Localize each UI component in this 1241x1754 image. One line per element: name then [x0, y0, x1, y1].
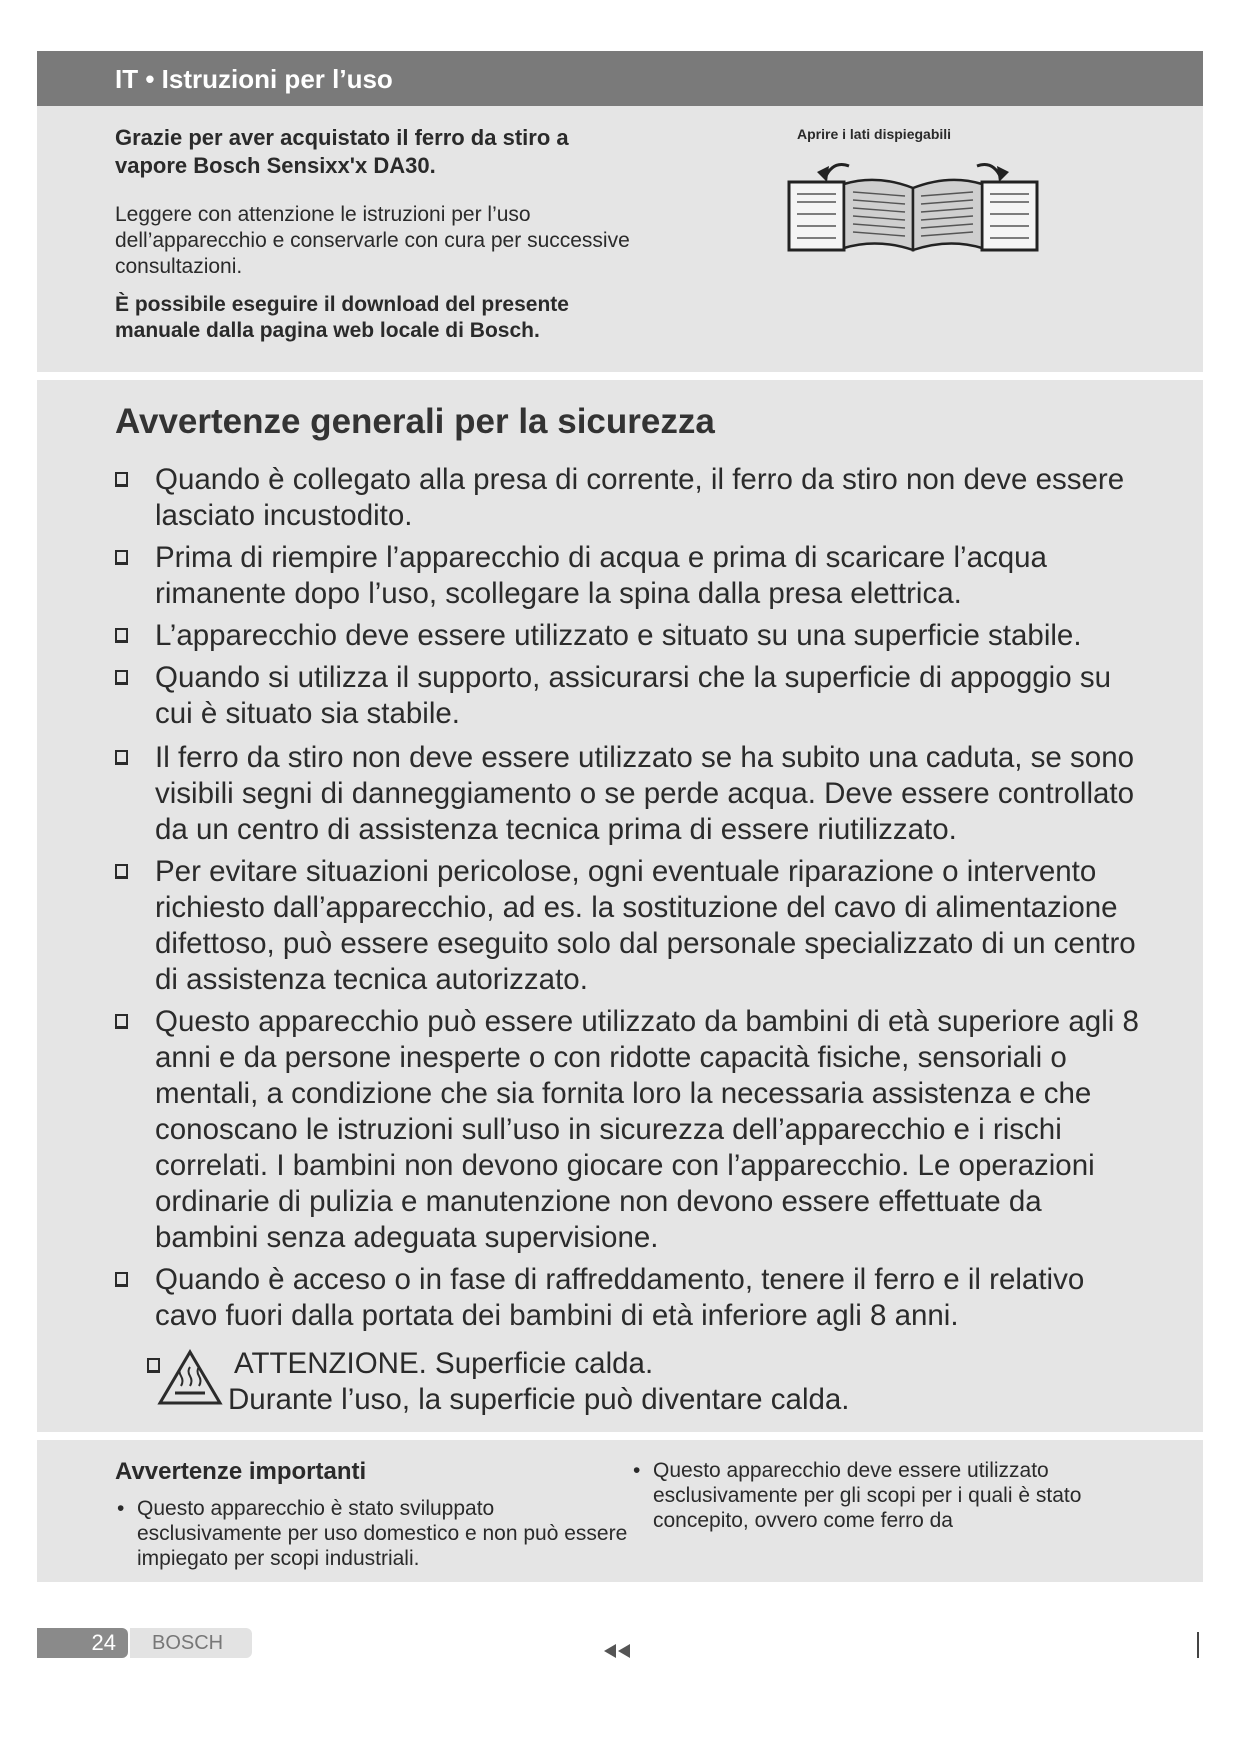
safety-warning: Il ferro da stiro non deve essere utilizzato se ha subito una caduta, se sono visibili segni di danneggiamento o se perde acqua. Deve essere controllato da un centro di assistenza tecnica prima di essere riutilizzato.	[115, 740, 1145, 848]
safety-warning: Questo apparecchio può essere utilizzato da bambini di età superiore agli 8 anni e da persone inesperte o con ridotte capacità fisiche, sensoriali o mentali, a condizione che sia fornita loro la necessaria assistenza e che conoscano le istruzioni sull’uso in sicurezza dell’apparecchio e i rischi correlati. I bambini non devono giocare con l’apparecchio. Le operazioni ordinarie di pulizia e manutenzione non devono essere effettuate da bambini senza adeguata supervisione.	[115, 1004, 1145, 1256]
footer-edge-marker	[1197, 1632, 1199, 1658]
page-number: 24	[37, 1628, 128, 1658]
hot-surface-caution	[147, 1346, 1145, 1422]
safety-warning: Quando è collegato alla presa di corrente, il ferro da stiro non deve essere lasciato incustodito.	[115, 462, 1145, 534]
intro-panel	[37, 106, 1203, 372]
checkbox-bullet-icon	[115, 1272, 128, 1287]
safety-warning: Prima di riempire l’apparecchio di acqua e prima di scaricare l’acqua rimanente dopo l’uso, scollegare la spina dalla presa elettrica.	[115, 540, 1145, 612]
safety-warning: Quando è acceso o in fase di raffreddamento, tenere il ferro e il relativo cavo fuori dalla portata dei bambini di età inferiore agli 8 anni.	[115, 1262, 1145, 1334]
checkbox-bullet-icon	[115, 670, 128, 685]
important-right-column	[631, 1458, 1151, 1533]
important-panel	[37, 1440, 1203, 1582]
safety-warning: Per evitare situazioni pericolose, ogni eventuale riparazione o intervento richiesto dall’apparecchio, ad es. la sostituzione del cavo di alimentazione difettoso, può essere eseguito solo dal personale specializzato di un centro di assistenza tecnica autorizzato.	[115, 854, 1145, 998]
important-bullet: • Questo apparecchio è stato sviluppato esclusivamente per uso domestico e non può essere impiegato per scopi industriali.	[115, 1496, 635, 1571]
checkbox-bullet-icon	[115, 750, 128, 765]
important-title: Avvertenze importanti	[115, 1458, 367, 1485]
safety-warning-list	[115, 462, 1145, 1340]
checkbox-bullet-icon	[115, 628, 128, 643]
safety-warning: Quando si utilizza il supporto, assicurarsi che la superficie di appoggio su cui è situato sia stabile.	[115, 660, 1145, 732]
fold-caption: Aprire i lati dispiegabili	[797, 126, 952, 142]
caution-line-2: Durante l’uso, la superficie può diventare calda.	[228, 1383, 850, 1416]
brand-label: BOSCH	[130, 1628, 252, 1658]
important-bullet: • Questo apparecchio deve essere utilizzato esclusivamente per gli scopi per i quali è stato concepito, ovvero come ferro da	[631, 1458, 1151, 1533]
checkbox-bullet-icon	[115, 864, 128, 879]
intro-text	[115, 124, 635, 344]
thanks-text: Grazie per aver acquistato il ferro da stiro a vapore Bosch Sensixx'x DA30.	[115, 125, 569, 178]
fold-out-pages-icon	[787, 154, 1039, 254]
download-note: È possibile eseguire il download del presente manuale dalla pagina web locale di Bosch.	[115, 293, 569, 342]
header-bar	[37, 51, 1203, 106]
read-instructions-text: Leggere con attenzione le istruzioni per l’uso dell’apparecchio e conservarle con cura per successive consultazioni.	[115, 203, 630, 278]
double-left-arrow-icon[interactable]	[602, 1642, 634, 1660]
caution-block	[115, 1340, 1145, 1422]
checkbox-bullet-icon	[115, 1014, 128, 1029]
header-title: IT • Istruzioni per l’uso	[115, 64, 393, 94]
important-left-column	[115, 1496, 635, 1571]
safety-title: Avvertenze generali per la sicurezza	[115, 402, 715, 441]
checkbox-bullet-icon	[115, 550, 128, 565]
checkbox-bullet-icon	[115, 472, 128, 487]
caution-line-1: ATTENZIONE. Superficie calda.	[234, 1347, 654, 1380]
safety-panel	[37, 380, 1203, 1432]
safety-warning: L’apparecchio deve essere utilizzato e situato su una superficie stabile.	[115, 618, 1145, 654]
hot-surface-warning-icon	[157, 1348, 223, 1406]
